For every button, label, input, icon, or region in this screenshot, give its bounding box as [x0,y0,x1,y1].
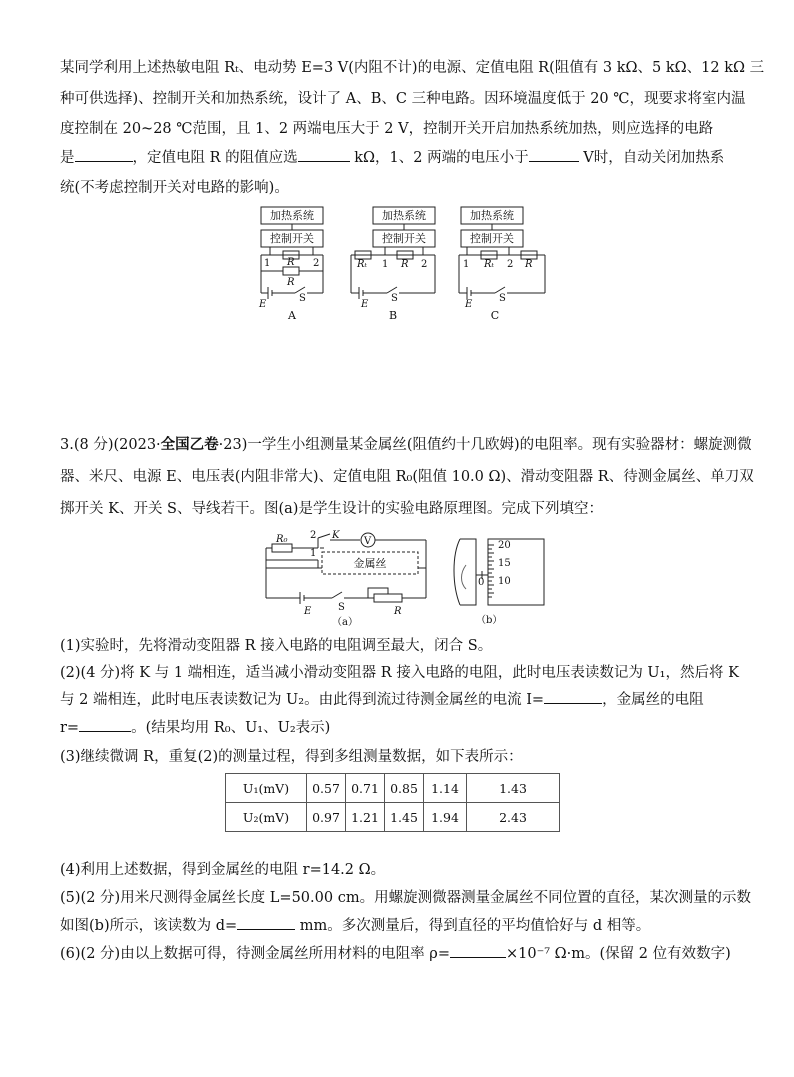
prev-line-3: 度控制在 20~28 ℃范围，且 1、2 两端电压大于 2 V，控制开关开启加热系统加热，则应选择的电路 [60,121,714,137]
q3-step-5-line-1: (5)(2 分)用米尺测得金属丝长度 L=50.00 cm。用螺旋测微器测量金属丝不同位置的直径，某次测量的示数 [60,890,752,906]
label-rt-b: Rₜ [357,259,367,270]
fig-a-r0: R₀ [276,534,288,545]
table-cell: 1.21 [346,803,385,832]
answer-blank-current[interactable] [544,689,602,704]
label-rt-c: Rₜ [484,259,494,270]
q3-step-3: (3)继续微调 R，重复(2)的测量过程，得到多组测量数据，如下表所示： [60,749,523,765]
label-e-b: E [361,299,369,310]
circuit-label-c: C [490,309,500,322]
prev-line-4 [60,146,724,167]
thimble [488,539,544,605]
q3-line-3: 掷开关 K、开关 S、导线若干。图(a)是学生设计的实验电路原理图。完成下列填空： [60,501,603,517]
fig-a-caption: （a） [332,617,358,626]
figure-a-circuit [258,530,438,626]
prev-line-1: 某同学利用上述热敏电阻 Rₜ、电动势 E=3 V(内阻不计)的电源、定值电阻 R(阻值有 3 kΩ、5 kΩ、12 kΩ 三 [60,60,765,76]
fig-a-v: V [364,536,372,547]
answer-blank-resistivity[interactable] [450,943,506,958]
q3-text: (6)(2 分)由以上数据可得，待测金属丝所用材料的电阻率 ρ= [60,946,450,962]
prev-text: 是 [60,150,75,166]
q3-heading [60,433,752,454]
q3-step-5-line-2 [60,914,650,935]
table-cell: 2.43 [467,803,560,832]
table-cell: 0.97 [307,803,346,832]
data-table [225,773,560,832]
table-cell: 1.94 [424,803,467,832]
label-r-a2: R [287,277,295,288]
figure-b-micrometer [448,535,548,627]
table-cell: 1.14 [424,774,467,803]
node-2-c: 2 [507,259,514,270]
table-row [226,774,560,803]
node-1-a: 1 [264,258,271,269]
sleeve-zero: 0 [478,577,485,588]
q3-text: ，金属丝的电阻 [602,692,704,708]
node-2-b: 2 [421,259,428,270]
q3-stem: ·23)一学生小组测量某金属丝(阻值约十几欧姆)的电阻率。现有实验器材：螺旋测微 [218,437,752,453]
label-ctrl-c: 控制开关 [470,232,514,245]
label-ctrl-b: 控制开关 [382,232,426,245]
q3-source: 全国乙卷 [160,436,219,453]
answer-blank-circuit[interactable] [75,147,133,162]
table-row-header: U₁(mV) [226,774,307,803]
prev-text: kΩ，1、2 两端的电压小于 [349,150,529,166]
label-heat-a: 加热系统 [270,209,314,222]
q3-text: 。(结果均用 R₀、U₁、U₂表示) [131,720,331,736]
fig-a-wire-label: 金属丝 [353,557,387,570]
fig-a-node-1: 1 [310,548,317,559]
fig-a-s: S [338,602,345,613]
q3-text: mm。多次测量后，得到直径的平均值恰好与 d 相等。 [295,918,651,934]
thimble-tick-20: 20 [498,540,511,551]
label-r-b: R [401,259,409,270]
label-heat-b: 加热系统 [382,209,426,222]
fig-a-e: E [304,606,312,617]
q3-step-2-line-3 [60,716,330,737]
q3-step-1: (1)实验时，先将滑动变阻器 R 接入电路的电阻调至最大，闭合 S。 [60,638,493,654]
thimble-tick-15: 15 [498,558,511,569]
q3-step-6 [60,942,731,963]
table-cell: 0.85 [385,774,424,803]
micrometer-frame [454,539,460,605]
label-s-c: S [499,293,506,304]
resistor-r0 [272,544,292,552]
label-heat-c: 加热系统 [470,209,514,222]
answer-blank-voltage[interactable] [529,147,579,162]
q3-step-2-line-1: (2)(4 分)将 K 与 1 端相连，适当减小滑动变阻器 R 接入电路的电阻，此时电压表读数记为 U₁，然后将 K [60,665,739,681]
table-cell: 0.71 [346,774,385,803]
q3-number: 3.(8 分)(2023· [60,437,161,453]
q3-step-4: (4)利用上述数据，得到金属丝的电阻 r=14.2 Ω。 [60,862,386,878]
label-e-c: E [465,299,473,310]
label-s-a: S [299,293,306,304]
table-cell: 1.43 [467,774,560,803]
answer-blank-diameter[interactable] [237,915,295,930]
q3-text: 与 2 端相连，此时电压表读数记为 U₂。由此得到流过待测金属丝的电流 I= [60,692,545,708]
fig-a-node-2: 2 [310,530,317,541]
fig-a-r: R [394,606,402,617]
fig-b-caption: （b） [476,615,503,626]
label-e-a: E [259,299,267,310]
node-1-c: 1 [463,259,470,270]
prev-line-5: 统(不考虑控制开关对电路的影响)。 [60,180,289,196]
table-row-header: U₂(mV) [226,803,307,832]
thermistor-a [283,267,299,275]
fig-a-k: K [332,530,340,541]
circuit-label-a: A [288,309,296,322]
answer-blank-resistor[interactable] [298,147,350,162]
circuit-label-b: B [388,309,398,322]
answer-blank-resistance[interactable] [79,717,131,732]
node-2-a: 2 [313,258,320,269]
node-1-b: 1 [382,259,389,270]
table-cell: 0.57 [307,774,346,803]
q3-line-2: 器、米尺、电源 E、电压表(内阻非常大)、定值电阻 R₀(阻值 10.0 Ω)、滑动变阻器 R、待测金属丝、单刀双 [60,469,754,485]
thimble-tick-10: 10 [498,576,511,587]
rheostat-r [374,594,402,602]
label-s-b: S [391,293,398,304]
circuit-diagrams-abc [255,203,555,323]
label-r-a: R [287,257,295,268]
prev-text: V时，自动关闭加热系 [578,150,725,166]
prev-text: ，定值电阻 R 的阻值应选 [132,150,298,166]
q3-step-2-line-2 [60,688,704,709]
table-cell: 1.45 [385,803,424,832]
label-ctrl-a: 控制开关 [270,232,314,245]
q3-text: r= [60,720,80,736]
label-r-c: R [525,259,533,270]
prev-line-2: 种可供选择)、控制开关和加热系统，设计了 A、B、C 三种电路。因环境温度低于 20 ℃，现要求将室内温 [60,91,746,107]
table-row [226,803,560,832]
q3-text: 如图(b)所示，该读数为 d= [60,918,238,934]
q3-text: ×10⁻⁷ Ω·m。(保留 2 位有效数字) [505,946,731,962]
